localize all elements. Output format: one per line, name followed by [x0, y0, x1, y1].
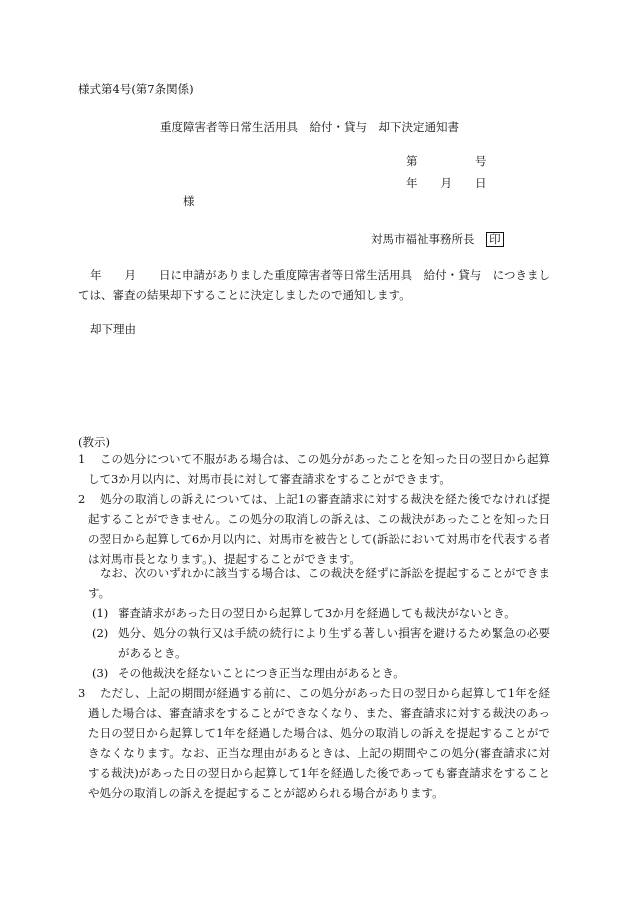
form-number: 様式第4号(第7条関係) [78, 82, 194, 96]
notice-item-number: (1) [92, 606, 109, 620]
notice-item-number: 2 [78, 492, 86, 506]
notice-proviso-text: なお、次のいずれかに該当する場合は、この裁決を経ずに訴訟を提起することができます。 [88, 566, 550, 600]
document-number: 第 号 [406, 154, 487, 168]
notice-item-text: ただし、上記の期間が経過する前に、この処分があった日の翌日から起算して1年を経過した場合は、審査請求をすることができなくなり、また、審査請求に対する裁決のあった日の翌日から起算して1年を経過した場合は、処分の取消しの訴えを提起することができなくなります。なお、正当な理由があるときは、上記の期間やこの処分(審査請求に対する裁決)があった日の翌日から起算して1年を経過した後であっても審査請求をすることや処分の取消しの訴えを提起することが認められる場合があります。 [88, 686, 550, 800]
notice-subitem-2 [92, 623, 550, 663]
notice-item-3 [78, 683, 550, 803]
notice-item-number: (3) [92, 666, 109, 680]
notice-item-1 [78, 449, 550, 489]
notice-item-number: 1 [78, 452, 86, 466]
notice-item-text: 審査請求があった日の翌日から起算して3か月を経過しても裁決がないとき。 [118, 606, 516, 620]
reason-label: 却下理由 [90, 322, 136, 336]
notice-item-text: その他裁決を経ないことにつき正当な理由があるとき。 [118, 666, 405, 680]
issuer-block [371, 232, 504, 247]
notice-item-text: 処分、処分の執行又は手続の続行により生ずる著しい損害を避けるため緊急の必要があるとき。 [118, 626, 550, 660]
notice-item-2 [78, 489, 550, 569]
notice-item-number: 3 [78, 686, 86, 700]
notification-body: 年 月 日に申請がありました重度障害者等日常生活用具 給付・貸与 につきましては、審査の結果却下することに決定しましたので通知します。 [78, 268, 550, 302]
recipient-suffix: 様 [183, 194, 195, 208]
notice-subitem-3 [92, 663, 550, 683]
notice-item-text: この処分について不服がある場合は、この処分があったことを知った日の翌日から起算して3か月以内に、対馬市長に対して審査請求をすることができます。 [88, 452, 550, 486]
notice-proviso [78, 563, 550, 603]
issuer-name: 対馬市福祉事務所長 [371, 232, 475, 246]
notice-item-text: 処分の取消しの訴えについては、上記1の審査請求に対する裁決を経た後でなければ提起することができません。この処分の取消しの訴えは、この裁決があったことを知った日の翌日から起算して6か月以内に、対馬市を被告として(訴訟において対馬市を代表する者は対馬市長となります。)、提起することができます。 [88, 492, 550, 566]
notice-label: (教示) [78, 435, 110, 449]
document-date: 年 月 日 [406, 176, 487, 190]
document-title: 重度障害者等日常生活用具 給付・貸与 却下決定通知書 [160, 120, 459, 134]
seal-stamp: 印 [486, 232, 504, 247]
notice-item-number: (2) [92, 626, 109, 640]
notice-subitem-1 [92, 603, 550, 623]
